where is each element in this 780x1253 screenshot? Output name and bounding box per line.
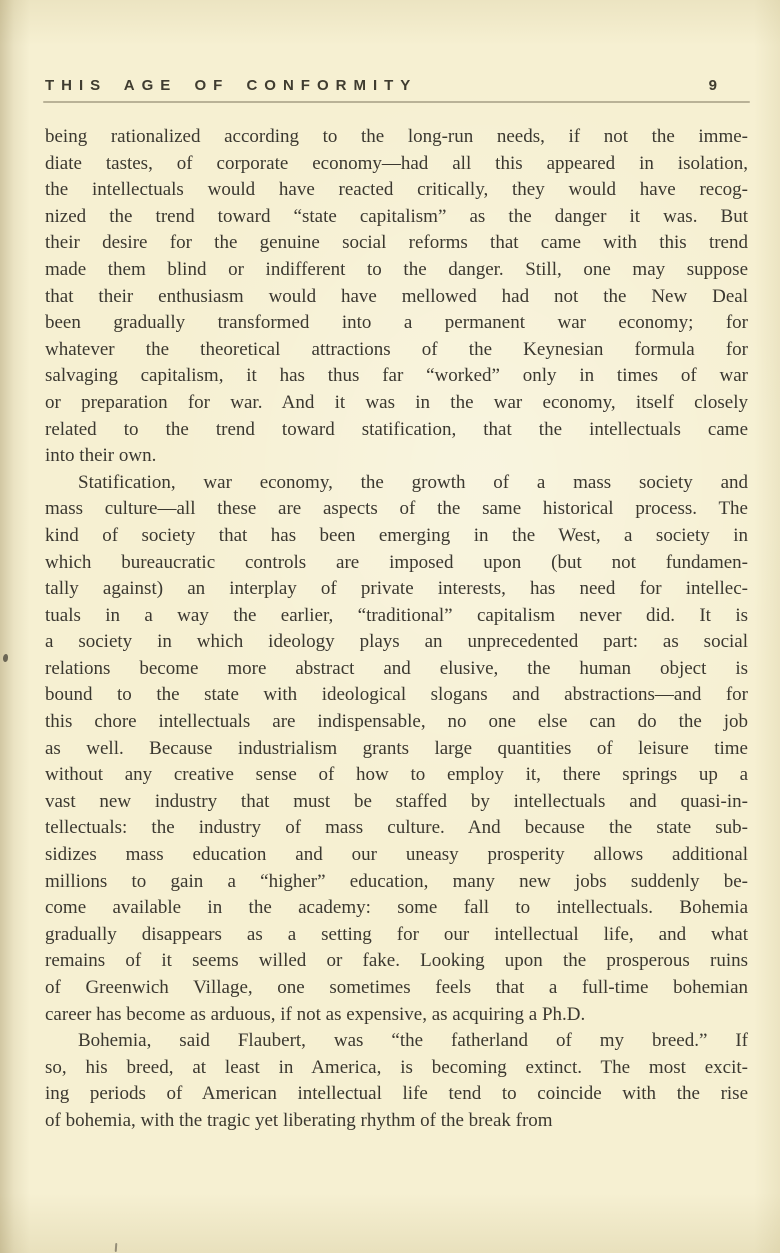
text-line: that their enthusiasm would have mellowed had not the New Deal [45,285,748,307]
text-line: relations become more abstract and elusive, the human object is [45,657,748,679]
text-line: ing periods of American intellectual life tend to coincide with the rise [45,1083,748,1105]
text-line: salvaging capitalism, it has thus far “worked” only in times of war [45,365,748,387]
text-line: into their own. [45,445,157,467]
running-head [45,77,748,94]
text-line: which bureaucratic controls are imposed upon (but not fundamen- [45,551,748,573]
body-text [45,124,748,1135]
text-line: this chore intellectuals are indispensable, no one else can do the job [45,711,748,733]
text-line: Bohemia, said Flaubert, was “the fatherland of my breed.” If [78,1030,748,1052]
text-line: of bohemia, with the tragic yet liberating rhythm of the break from [45,1109,553,1131]
text-line: gradually disappears as a setting for our intellectual life, and what [45,923,748,945]
text-line: without any creative sense of how to employ it, there springs up a [45,764,748,786]
text-line: tally against) an interplay of private interests, has need for intellec- [45,578,748,600]
text-line: sidizes mass education and our uneasy prosperity allows additional [45,844,748,866]
text-line: related to the trend toward statification, that the intellectuals came [45,418,748,440]
text-line: tuals in a way the earlier, “traditional” capitalism never did. It is [45,604,748,626]
text-line: so, his breed, at least in America, is becoming extinct. The most excit- [45,1056,748,1078]
text-line: the intellectuals would have reacted critically, they would have recog- [45,179,748,201]
text-line: kind of society that has been emerging in the West, a society in [45,524,748,546]
text-line: come available in the academy: some fall to intellectuals. Bohemia [45,897,748,919]
paragraph [45,124,748,470]
text-line: nized the trend toward “state capitalism” as the danger it was. But [45,205,748,227]
text-line: been gradually transformed into a permanent war economy; for [45,312,748,334]
text-line: a society in which ideology plays an unprecedented part: as social [45,631,748,653]
text-line: vast new industry that must be staffed by intellectuals and quasi-in- [45,790,748,812]
text-line: of Greenwich Village, one sometimes feels that a full-time bohemian [45,977,748,998]
paragraph [45,470,748,1028]
text-line: Statification, war economy, the growth of a mass society and [78,471,748,493]
text-line: or preparation for war. And it was in the war economy, itself closely [45,391,748,413]
text-line: bound to the state with ideological slogans and abstractions—and for [45,684,748,706]
paragraph [45,1028,748,1134]
text-line: whatever the theoretical attractions of the Keynesian formula for [45,338,748,360]
header-rule [43,101,750,103]
text-line: being rationalized according to the long-run needs, if not the imme- [45,126,748,147]
text-line: as well. Because industrialism grants large quantities of leisure time [45,737,748,759]
page-number: 9 [708,77,717,94]
text-line: diate tastes, of corporate economy—had all this appeared in isolation, [45,152,748,174]
text-line: career has become as arduous, if not as expensive, as acquiring a Ph.D. [45,1003,586,1025]
text-line: millions to gain a “higher” education, many new jobs suddenly be- [45,870,748,892]
running-head-title: THIS AGE OF CONFORMITY [45,77,418,94]
text-line: mass culture—all these are aspects of the same historical process. The [45,498,748,520]
text-line: their desire for the genuine social reforms that came with this trend [45,232,748,254]
text-line: made them blind or indifferent to the danger. Still, one may suppose [45,258,748,280]
text-line: tellectuals: the industry of mass culture. And because the state sub- [45,817,748,839]
paper-speck [3,654,8,662]
text-line: remains of it seems willed or fake. Looking upon the prosperous ruins [45,950,748,972]
paper-speck [115,1243,118,1252]
